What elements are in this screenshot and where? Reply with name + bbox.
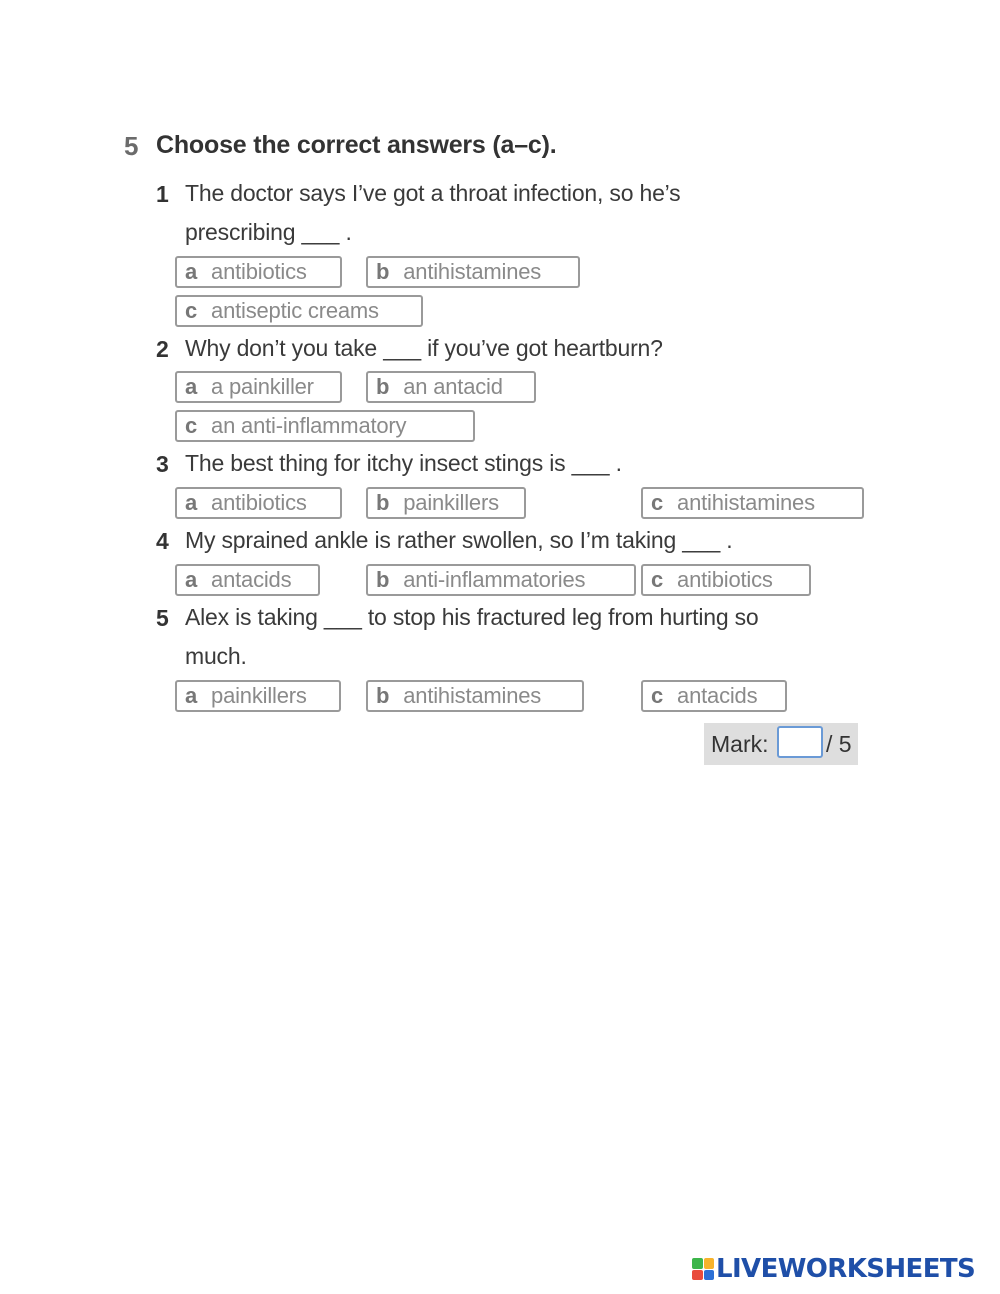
option-text: antihistamines	[677, 490, 815, 515]
option-letter: c	[651, 683, 664, 708]
question-5-option-a[interactable]	[175, 680, 341, 712]
question-5-number: 5	[156, 605, 169, 631]
liveworksheets-logo[interactable]	[692, 1254, 975, 1284]
exercise-title: Choose the correct answers (a–c).	[156, 131, 557, 159]
option-letter: a	[185, 490, 198, 515]
option-letter: c	[185, 298, 198, 323]
option-text: painkillers	[211, 683, 307, 708]
mark-label: Mark:	[711, 731, 769, 757]
option-text: antacids	[677, 683, 758, 708]
exercise-number: 5	[124, 131, 139, 161]
question-1-text-line-2: prescribing ___ .	[185, 219, 352, 245]
question-5-text-line-1: Alex is taking ___ to stop his fractured leg from hurting so	[185, 604, 759, 630]
question-5-option-b[interactable]	[366, 680, 584, 712]
question-4-option-a[interactable]	[175, 564, 320, 596]
option-letter: b	[376, 374, 390, 399]
option-text: antibiotics	[211, 490, 307, 515]
question-4-option-c[interactable]	[641, 564, 811, 596]
option-letter: b	[376, 490, 390, 515]
question-2-text-line-1: Why don’t you take ___ if you’ve got heartburn?	[185, 335, 663, 361]
question-3-text-line-1: The best thing for itchy insect stings is ___ .	[185, 450, 622, 476]
option-letter: c	[651, 490, 664, 515]
question-3-option-b[interactable]	[366, 487, 526, 519]
liveworksheets-logo-icon	[692, 1258, 714, 1280]
option-text: an anti-inflammatory	[211, 413, 407, 438]
question-2-option-c[interactable]	[175, 410, 475, 442]
option-text: an antacid	[403, 374, 503, 399]
option-text: painkillers	[403, 490, 499, 515]
question-2-option-b[interactable]	[366, 371, 536, 403]
option-letter: a	[185, 567, 198, 592]
option-letter: a	[185, 259, 198, 284]
option-text: antibiotics	[677, 567, 773, 592]
option-text: antihistamines	[403, 683, 542, 708]
option-text: a painkiller	[211, 374, 314, 399]
mark-total: / 5	[826, 731, 852, 757]
question-4-option-b[interactable]	[366, 564, 636, 596]
question-3-number: 3	[156, 451, 169, 477]
option-letter: c	[185, 413, 198, 438]
option-text: anti-inflammatories	[403, 567, 586, 592]
option-letter: b	[376, 567, 390, 592]
question-4-number: 4	[156, 528, 169, 554]
option-text: antiseptic creams	[211, 298, 379, 323]
option-letter: b	[376, 683, 390, 708]
question-2-option-a[interactable]	[175, 371, 342, 403]
option-letter: a	[185, 683, 198, 708]
option-letter: c	[651, 567, 664, 592]
question-4-text-line-1: My sprained ankle is rather swollen, so I’m taking ___ .	[185, 527, 733, 553]
option-text: antihistamines	[403, 259, 542, 284]
question-2-number: 2	[156, 336, 169, 362]
question-1-text-line-1: The doctor says I’ve got a throat infection, so he’s	[185, 180, 681, 206]
option-letter: b	[376, 259, 390, 284]
option-text: antibiotics	[211, 259, 307, 284]
question-3-option-a[interactable]	[175, 487, 342, 519]
question-3-option-c[interactable]	[641, 487, 864, 519]
logo-text: LIVEWORKSHEETS	[716, 1254, 976, 1284]
question-1-number: 1	[156, 181, 169, 207]
question-1-option-c[interactable]	[175, 295, 423, 327]
mark-input[interactable]	[777, 726, 823, 758]
question-1-option-a[interactable]	[175, 256, 342, 288]
question-5-text-line-2: much.	[185, 643, 247, 669]
option-text: antacids	[211, 567, 292, 592]
option-letter: a	[185, 374, 198, 399]
question-1-option-b[interactable]	[366, 256, 580, 288]
question-5-option-c[interactable]	[641, 680, 787, 712]
